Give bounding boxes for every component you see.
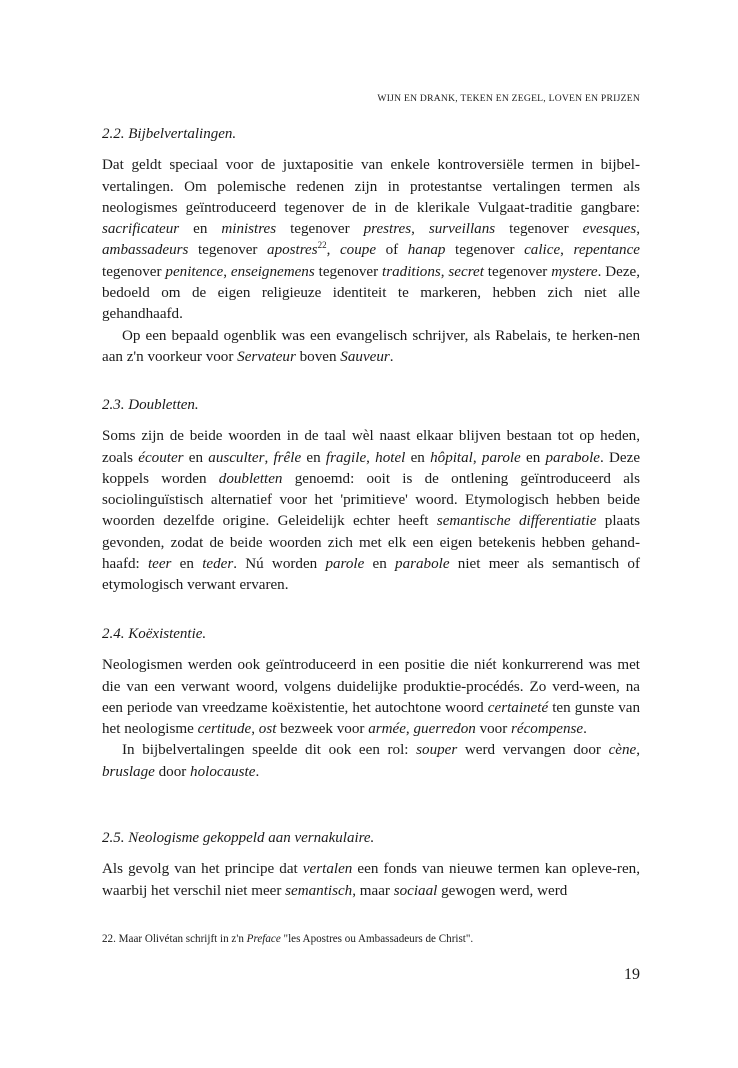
italic-term: apostres (267, 242, 318, 259)
text-run: tegenover (188, 242, 268, 259)
text-run: en (183, 449, 209, 466)
text-run: . Deze koppels worden (102, 449, 641, 487)
italic-term: parabole (395, 556, 450, 573)
footnote-ref: 22 (317, 240, 327, 251)
text-run: , (223, 263, 231, 280)
italic-term: ambassadeurs (102, 242, 189, 259)
italic-term: traditions (382, 263, 441, 280)
text-run: genoemd: ooit is de ontlening geïntroduceerd als sociolinguïstisch alternatief voor het 'primitieve' woord. Etymologisch hebben beide woorden dezelfde origine. Geleidelijk echter heeft (102, 470, 640, 530)
section-heading: 2.4. Koëxistentie. (102, 626, 207, 642)
italic-term: mystere (551, 263, 598, 280)
page-number: 19 (624, 966, 640, 983)
footnote-text: Maar Olivétan schrijft in z'n (118, 933, 244, 945)
text-run: Neologismen werden ook geïntroduceerd in een positie die niét konkurrerend was met die van een verwant woord, volgens duidelijke produktie-procédés. Zo verd-ween, na een periode van vreedzame koëxistentie, het autochtone woord (102, 657, 640, 716)
italic-term: hôpital (430, 449, 473, 466)
italic-term: certitude (197, 721, 252, 738)
text-run: en (171, 556, 203, 573)
running-head: WIJN EN DRANK, TEKEN EN ZEGEL, LOVEN EN PRIJZEN (377, 93, 640, 104)
text-run: , (636, 221, 641, 238)
footnote-quote: "les Apostres ou Ambassadeurs de Christ". (283, 933, 474, 945)
italic-term: sacrificateur (102, 221, 180, 238)
italic-term: semantische differentiatie (436, 513, 597, 530)
text-run: . Deze, bedoeld om de eigen religieuze identiteit te markeren, hebben zich niet alle gehandhaafd. (102, 263, 641, 323)
text-run: tegenover (483, 263, 552, 280)
italic-term: hanap (407, 242, 446, 259)
italic-term: Sauveur (340, 348, 390, 365)
text-run: gewogen werd, werd (437, 882, 568, 899)
text-run: en (520, 449, 546, 466)
text-run: , (251, 721, 259, 738)
italic-term: récompense (511, 721, 584, 738)
italic-term: teer (147, 556, 172, 573)
text-run: tegenover (495, 221, 583, 238)
section-2-5 (102, 828, 640, 902)
text-run: en (364, 556, 396, 573)
italic-term: enseignemens (230, 263, 315, 280)
text-run: tegenover (445, 242, 525, 259)
italic-term: parabole (545, 449, 601, 466)
italic-term: semantisch (285, 882, 353, 899)
italic-term: secret (448, 263, 484, 280)
italic-term: ausculter (208, 449, 265, 466)
text-run: , (264, 449, 274, 466)
paragraph (102, 426, 640, 596)
italic-term: bruslage (102, 763, 155, 780)
italic-term: calice (524, 242, 561, 259)
section-2-3 (102, 395, 640, 597)
italic-term: écouter (138, 449, 184, 466)
text-run: niet meer als semantisch of etymologisch verwant ervaren. (102, 556, 641, 594)
section-2-4 (102, 624, 640, 783)
text-run: werd vervangen door (457, 742, 609, 759)
italic-term: cène (608, 742, 637, 759)
text-run: tegenover (314, 263, 383, 280)
italic-term: parole (325, 556, 365, 573)
italic-term: frêle (273, 449, 302, 466)
italic-term: teder (202, 556, 234, 573)
text-run: Als gevolg van het principe dat (102, 861, 303, 878)
text-run: In bijbelvertalingen speelde dit ook een rol: (122, 742, 417, 759)
text-run: tegenover (102, 263, 166, 280)
italic-term: fragile (325, 449, 367, 466)
italic-term: prestres (363, 221, 412, 238)
paragraph (102, 859, 640, 902)
italic-term: guerredon (413, 721, 476, 738)
italic-term: evesques (582, 221, 637, 238)
footnote-italic: Preface (246, 933, 281, 945)
text-run: . Nú worden (233, 556, 326, 573)
text-run: tegenover (276, 221, 364, 238)
italic-term: coupe (339, 242, 377, 259)
italic-term: penitence (165, 263, 224, 280)
text-run: en (301, 449, 326, 466)
section-heading: 2.2. Bijbelvertalingen. (102, 126, 237, 142)
text-run: en (405, 449, 431, 466)
text-run: , maar (352, 882, 394, 899)
text-run: ten gunste van het neologisme (102, 699, 640, 738)
paragraph (102, 155, 640, 325)
text-run: , (472, 449, 482, 466)
text-run: . (389, 348, 394, 365)
text-run: , (636, 742, 640, 759)
italic-term: vertalen (302, 861, 353, 878)
text-run: voor (475, 721, 512, 738)
italic-term: doubletten (218, 470, 283, 487)
text-run: door (154, 763, 191, 780)
text-run: , (411, 221, 429, 238)
section-heading: 2.5. Neologisme gekoppeld aan vernakulaire. (102, 830, 375, 846)
text-run: en (179, 221, 222, 238)
text-run: , (326, 242, 340, 259)
paragraph (102, 740, 640, 783)
footnote-number: 22. (102, 933, 116, 945)
text-run: . (583, 721, 587, 738)
text-run: Op een bepaald ogenblik was een evangelisch schrijver, als Rabelais, te herken-nen aan z'n voorkeur voor (102, 327, 640, 365)
text-run: boven (295, 348, 341, 365)
paragraph (102, 655, 640, 740)
text-run: of (376, 242, 408, 259)
paragraph (102, 326, 640, 369)
text-run: , (560, 242, 574, 259)
italic-term: Servateur (237, 348, 296, 365)
text-run: . (255, 763, 260, 780)
italic-term: sociaal (393, 882, 438, 899)
italic-term: ost (258, 721, 277, 738)
text-run: bezweek voor (276, 721, 369, 738)
italic-term: certaineté (487, 699, 549, 716)
italic-term: surveillans (428, 221, 496, 238)
section-heading: 2.3. Doubletten. (102, 397, 199, 413)
text-run: Soms zijn de beide woorden in de taal wèl naast elkaar blijven bestaan tot op heden, zoals (102, 428, 640, 466)
italic-term: ministres (221, 221, 277, 238)
italic-term: souper (416, 742, 458, 759)
text-run: plaats gevonden, zodat de beide woorden zich met elk een eigen betekenis hebben gehand-haafd: (102, 513, 640, 573)
section-2-2 (102, 124, 640, 368)
text-run: , (366, 449, 376, 466)
italic-term: repentance (573, 242, 640, 259)
footnote (102, 933, 640, 945)
text-run: Dat geldt speciaal voor de juxtapositie van enkele kontroversiële termen in bijbel-vertalingen. Om polemische redenen zijn in protestantse vertalingen termen als neologismes geïntroduceerd tegenover de in de klerikale Vulgaat-traditie gangbare: (102, 157, 640, 216)
italic-term: armée (368, 721, 406, 738)
italic-term: parole (481, 449, 521, 466)
italic-term: hotel (375, 449, 406, 466)
italic-term: holocauste (190, 763, 256, 780)
text-run: , (405, 721, 414, 738)
text-run: , (440, 263, 449, 280)
text-run: een fonds van nieuwe termen kan opleve-ren, waarbij het verschil niet meer (102, 861, 640, 899)
